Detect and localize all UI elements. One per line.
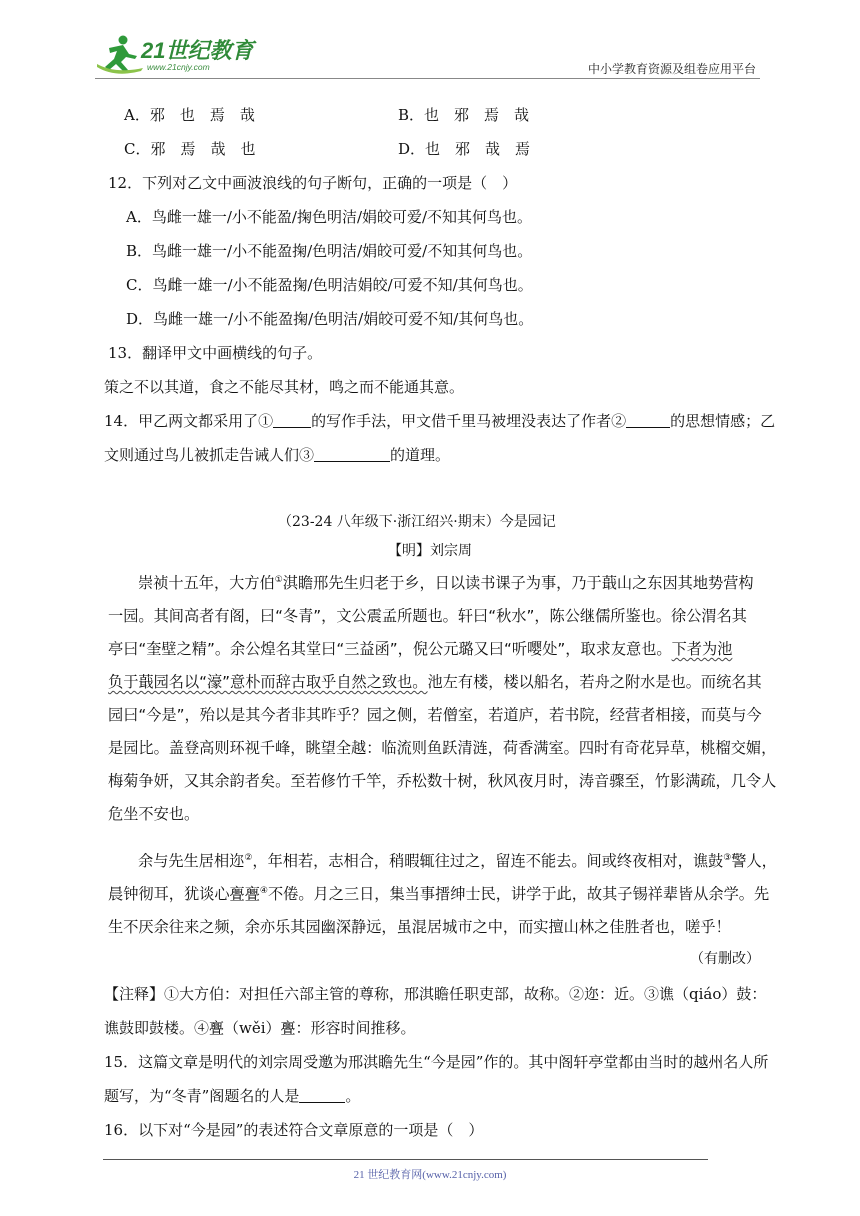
q13-stem: 13．翻译甲文中画横线的句子。 [108, 344, 323, 362]
q16-stem: 16．以下对“今是园”的表述符合文章原意的一项是（ ） [104, 1121, 484, 1139]
svg-text:www.21cnjy.com: www.21cnjy.com [147, 62, 210, 72]
q12-option-c: C．鸟雌一雄一/小不能盈掬/色明洁娟皎/可爱不知/其何鸟也。 [126, 276, 533, 294]
passage-p1-line-5: 园曰“今是”，殆以是其今者非其昨乎？园之侧，若僧室，若道庐，若书院，经营者相接，而莫与今 [108, 706, 762, 724]
runner-logo-icon [95, 34, 265, 76]
wavy-underlined-sentence-part-1: 下者为池 [671, 640, 733, 658]
q11-option-d: D．也 邪 哉 焉 [398, 140, 531, 158]
q14-text-5: 的道理。 [390, 446, 451, 464]
q12-option-a: A．鸟雌一雄一/小不能盈/掬色明洁/娟皎可爱/不知其何鸟也。 [126, 208, 533, 226]
note-marker-2: ② [244, 852, 253, 863]
q14-text-2: 的写作手法，甲文借千里马被埋没表达了作者② [311, 412, 627, 430]
q12-stem: 12．下列对乙文中画波浪线的句子断句，正确的一项是（ ） [108, 174, 518, 192]
passage-p1-line-1: 崇祯十五年，大方伯①淇瞻邢先生归老于乡，日以读书课子为事，乃于蕺山之东因其地势营构 [138, 574, 754, 592]
passage-p1-line-7: 梅菊争妍，又其余韵者矣。至若修竹千竿，乔松数十树，秋风夜月时，涛音骤至，竹影满疏，几令人 [108, 772, 777, 790]
passage-p1-line-4: 负于蕺园名以“濠”意朴而辞古取乎自然之致也。池左有楼，楼以船名，若舟之附水是也。而统名其 [108, 673, 762, 691]
q14-blank-2[interactable] [626, 413, 670, 428]
passage-source: （23-24 八年级下·浙江绍兴·期末）今是园记 [278, 514, 556, 530]
q14-blank-3[interactable] [314, 447, 390, 462]
q14-line-2 [104, 445, 450, 465]
header-divider [95, 78, 760, 79]
footer-divider [103, 1159, 708, 1160]
q12-option-d: D．鸟雌一雄一/小不能盈掬/色明洁/娟皎可爱不知/其何鸟也。 [126, 310, 534, 328]
passage-p1-line-2: 一园。其间高者有阁，曰“冬青”，文公震孟所题也。轩曰“秋水”，陈公继儒所鉴也。徐公渭名其 [108, 607, 747, 625]
passage-p2-line-2: 晨钟彻耳，犹谈心亹亹④不倦。月之三日，集当事搢绅士民，讲学于此，故其子锡祥辈皆从余学。先 [108, 885, 770, 903]
q13-sentence: 策之不以其道，食之不能尽其材，鸣之而不能通其意。 [104, 378, 465, 396]
note-marker-1: ① [274, 574, 283, 585]
q11-option-b: B．也 邪 焉 哉 [398, 106, 530, 124]
passage-p1-line-8: 危坐不安也。 [108, 805, 200, 823]
passage-p2-line-1: 余与先生居相迩②，年相若，志相合，稍暇辄往过之，留连不能去。间或终夜相对，谯鼓③警人， [138, 852, 777, 870]
passage-p1-line-6: 是园比。盖登高则环视千峰，眺望全越：临流则鱼跃清涟，荷香满室。四时有奇花异草，桃榴交媚， [108, 739, 777, 757]
q14-line-1 [104, 411, 775, 431]
q11-option-a: A．邪 也 焉 哉 [124, 106, 255, 124]
wavy-underlined-sentence-part-2: 负于蕺园名以“濠”意朴而辞古取乎自然之致也。 [108, 673, 428, 691]
q14-text-4: 文则通过鸟儿被抓走告诫人们③ [104, 446, 315, 464]
note-marker-4: ④ [259, 885, 268, 896]
note-marker-3: ③ [723, 852, 732, 863]
site-logo [95, 34, 265, 76]
footer-text: 21 世纪教育网(www.21cnjy.com) [353, 1169, 507, 1181]
notes-line-1: 【注释】①大方伯：对担任六部主管的尊称，邢淇瞻任职吏部，故称。②迩：近。③谯（qiáo）鼓： [104, 985, 767, 1003]
q14-text-1: 14．甲乙两文都采用了① [104, 412, 274, 430]
passage-p2-line-3: 生不厌余往来之频，余亦乐其园幽深静远，虽混居城市之中，而实擅山林之佳胜者也，嗟乎！ [108, 918, 731, 936]
page-header [95, 30, 760, 80]
abridged-note: （有删改） [690, 951, 760, 967]
passage-p1-line-3: 亭曰“奎壁之精”。余公煌名其堂曰“三益函”，倪公元璐又曰“听嘤处”，取求友意也。下者为池 [108, 640, 733, 658]
q15-blank[interactable] [299, 1088, 345, 1103]
q14-blank-1[interactable] [273, 413, 311, 428]
q11-option-c: C．邪 焉 哉 也 [124, 140, 256, 158]
passage-author: 【明】刘宗周 [388, 543, 472, 559]
q15-line-1: 15．这篇文章是明代的刘宗周受邀为邢淇瞻先生“今是园”作的。其中阁轩亭堂都由当时的越州名人所 [104, 1053, 769, 1071]
q12-option-b: B．鸟雌一雄一/小不能盈掬/色明洁/娟皎可爱/不知其何鸟也。 [126, 242, 533, 260]
q15-line-2: 题写，为“冬青”阁题名的人是 。 [104, 1087, 361, 1105]
notes-line-2: 谯鼓即鼓楼。④亹（wěi）亹：形容时间推移。 [104, 1019, 416, 1037]
header-platform-name: 中小学教育资源及组卷应用平台 [587, 62, 756, 76]
svg-text:21世纪教育: 21世纪教育 [141, 38, 254, 63]
q14-text-3: 的思想情感；乙 [670, 412, 776, 430]
